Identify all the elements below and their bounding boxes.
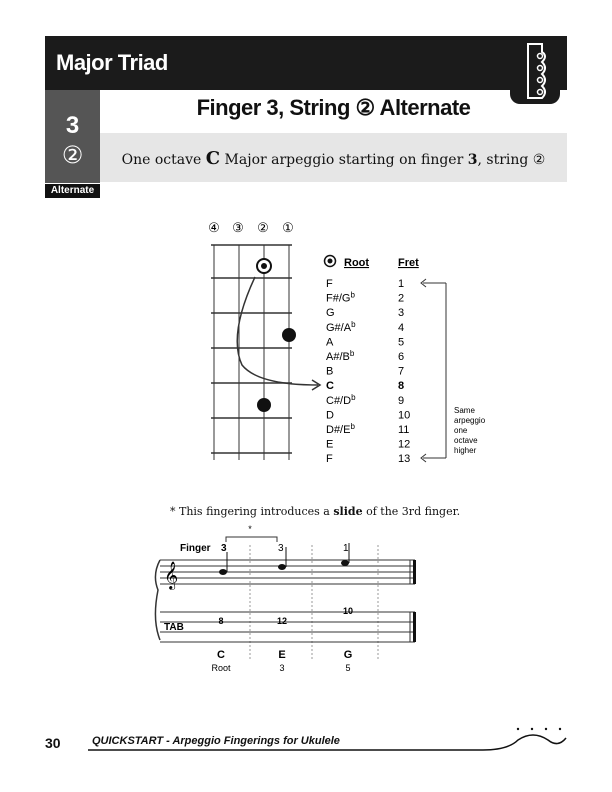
note-name-1: C [217, 649, 225, 661]
string-label-1: ① [282, 220, 294, 235]
string-label-4: ④ [208, 220, 220, 235]
page-subtitle: Finger 3, String ② Alternate [196, 95, 471, 120]
note-g [341, 560, 349, 566]
legend-note: E [326, 438, 334, 451]
legend-note: F [326, 453, 333, 466]
legend-fret: 7 [398, 365, 405, 378]
desc-mid: Major arpeggio starting on finger [220, 152, 468, 168]
legend-fret: 11 [398, 424, 410, 436]
footnote [170, 505, 460, 518]
legend-fret: 5 [398, 336, 405, 349]
legend-fret-header: Fret [398, 257, 419, 269]
tab-fret-3: 10 [342, 606, 354, 616]
finger-1: 3 [221, 543, 227, 554]
tab-fret-1: 8 [218, 616, 224, 626]
legend-note: F [326, 278, 333, 290]
desc-string: ② [532, 152, 546, 168]
note-dot [257, 398, 271, 412]
legend-root-header: Root [344, 257, 370, 269]
legend-note: $F\#/G^b$ [326, 290, 355, 305]
legend-fret: 4 [398, 321, 405, 334]
side-tab-string: ② [61, 141, 84, 169]
degree-2: 3 [279, 663, 285, 673]
slide-mark: * [248, 524, 252, 534]
string-label-2: ② [257, 220, 269, 235]
footnote-post: of the 3rd finger. [362, 505, 461, 518]
legend-note: $A\#/B^b$ [326, 349, 355, 363]
finger-3: 1 [343, 543, 349, 554]
tab-clef-icon: TAB [164, 622, 184, 633]
legend-fret: 8 [398, 380, 405, 393]
finger-label: Finger [180, 543, 211, 554]
legend-note-text: octave [454, 436, 478, 445]
legend-note-text: one [454, 426, 468, 435]
note-name-3: G [343, 649, 353, 661]
desc-post: , string [477, 152, 533, 168]
desc-finger: 3 [467, 152, 478, 168]
side-tab-label: Alternate [50, 185, 95, 196]
fretboard-diagram [200, 215, 320, 465]
legend-fret: 6 [398, 351, 405, 363]
legend-note: G [326, 307, 335, 320]
legend-note-text: Same [454, 406, 475, 415]
desc-key: C [205, 148, 221, 169]
legend-fret: 12 [398, 438, 411, 451]
notation-staff [150, 520, 440, 680]
desc-pre: One octave [121, 152, 206, 168]
note-dot [282, 328, 296, 342]
note-fret-legend [322, 253, 486, 468]
legend-note: $C\#/D^b$ [326, 392, 356, 407]
note-c [219, 569, 227, 575]
degree-3: 5 [345, 663, 351, 673]
tab-fret-2: 12 [276, 616, 288, 626]
legend-fret: 2 [398, 292, 405, 305]
header-title: Major Triad [56, 50, 168, 75]
legend-fret: 3 [398, 307, 405, 320]
note-e [278, 564, 286, 570]
legend-note: $G\#/A^b$ [326, 319, 356, 334]
legend-fret: 10 [398, 409, 411, 422]
treble-clef-icon: 𝄞 [164, 562, 179, 589]
footnote-pre: * This fingering introduces a [170, 505, 334, 518]
footer-line [88, 726, 568, 756]
footer-text: QUICKSTART - Arpeggio Fingerings for Ukulele [92, 735, 340, 747]
degree-1: Root [211, 663, 231, 673]
string-label-3: ③ [232, 220, 244, 235]
finger-2: 3 [278, 543, 284, 554]
legend-note-text: arpeggio [454, 416, 486, 425]
legend-note: A [326, 336, 334, 349]
legend-note-text: higher [454, 446, 477, 455]
description [100, 148, 567, 169]
legend-note: D [326, 409, 334, 422]
footnote-bold: slide [333, 505, 363, 518]
slide-arrow [237, 277, 318, 385]
side-tab-finger: 3 [65, 112, 80, 139]
legend-fret: 13 [398, 453, 411, 466]
legend-fret: 9 [398, 394, 405, 407]
legend-note: C [326, 380, 334, 393]
note-name-2: E [278, 649, 286, 661]
legend-note: B [326, 365, 334, 378]
page-number: 30 [45, 735, 61, 751]
legend-fret: 1 [398, 278, 405, 290]
legend-note: $D\#/E^b$ [326, 422, 355, 436]
